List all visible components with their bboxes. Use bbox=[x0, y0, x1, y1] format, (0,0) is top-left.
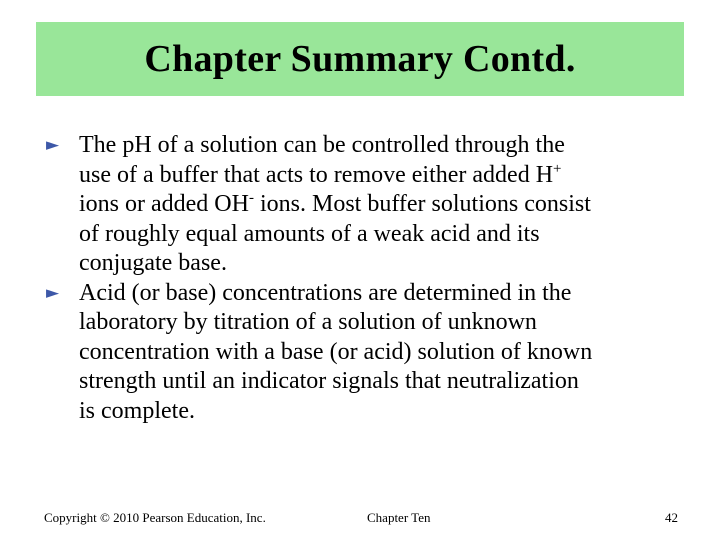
bullet-line: concentration with a base (or acid) solution of known bbox=[79, 338, 593, 365]
bullet-item-buffers bbox=[46, 131, 696, 279]
superscript-minus: - bbox=[248, 190, 254, 206]
bullet-line: is complete. bbox=[79, 397, 195, 424]
bullet-line: The pH of a solution can be controlled through the bbox=[79, 132, 565, 158]
bullet-line-text: ions or added OH bbox=[79, 191, 249, 217]
bullet-line: of roughly equal amounts of a weak acid and its bbox=[79, 220, 540, 247]
bullet-item-titration bbox=[46, 279, 696, 427]
bullet-line: conjugate base. bbox=[79, 250, 227, 276]
footer-chapter: Chapter Ten bbox=[367, 510, 431, 525]
bullet-line: Acid (or base) concentrations are determined in the bbox=[79, 279, 572, 306]
superscript-plus: + bbox=[553, 160, 562, 177]
bullet-arrow-icon: ► bbox=[46, 282, 60, 303]
title-banner bbox=[36, 22, 684, 96]
bullet-line-text: use of a buffer that acts to remove either added H bbox=[79, 161, 554, 188]
footer-page-number: 42 bbox=[665, 510, 678, 525]
bullet-line bbox=[79, 161, 696, 191]
bullet-arrow-icon: ► bbox=[46, 135, 60, 155]
bullet-line: laboratory by titration of a solution of unknown bbox=[79, 309, 537, 335]
slide-title: Chapter Summary Contd. bbox=[144, 38, 576, 80]
footer-copyright: Copyright © 2010 Pearson Education, Inc. bbox=[44, 510, 266, 525]
bullet-list bbox=[46, 131, 696, 426]
bullet-line bbox=[79, 190, 696, 220]
bullet-line-text: ions. Most buffer solutions consist bbox=[253, 191, 591, 217]
bullet-line: strength until an indicator signals that neutralization bbox=[79, 368, 579, 394]
